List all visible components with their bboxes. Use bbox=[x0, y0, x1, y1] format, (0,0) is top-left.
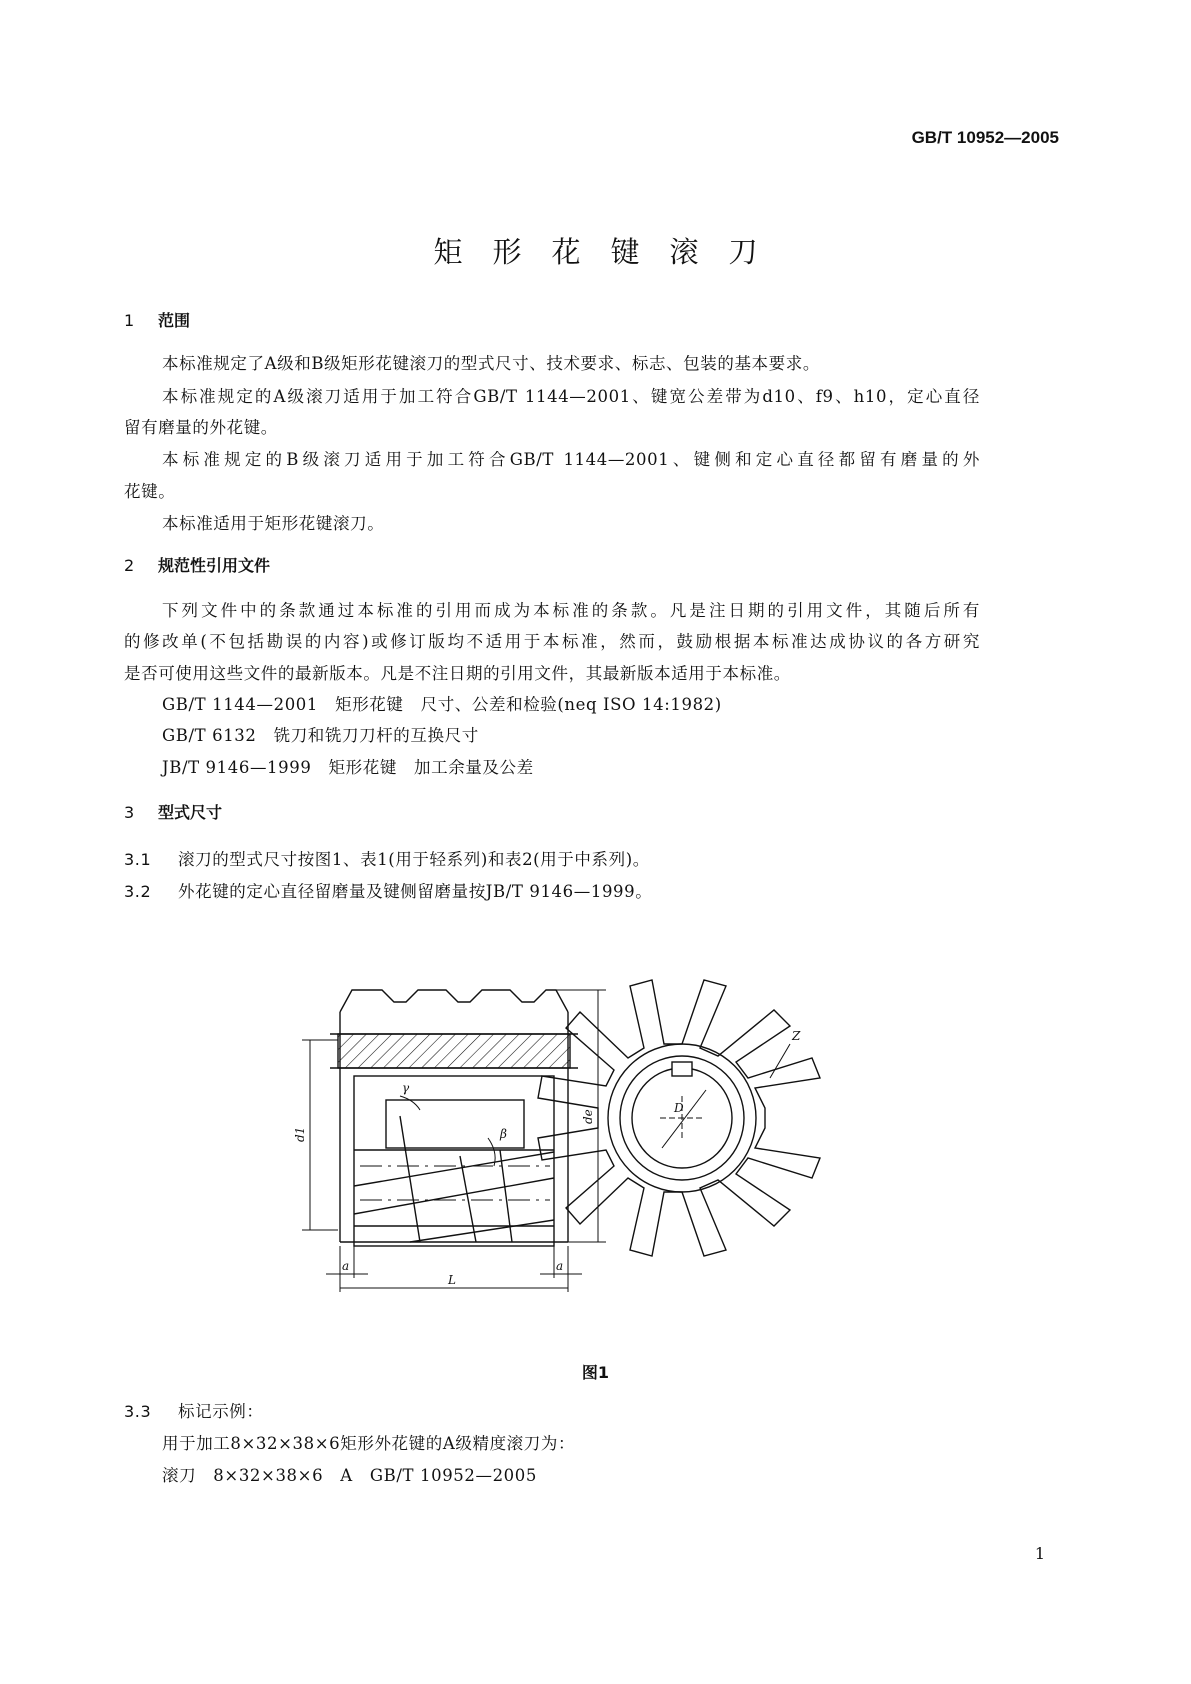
subsection-3-3-number: 3.3 bbox=[124, 1402, 152, 1421]
section-3-number: 3 bbox=[124, 803, 135, 822]
subsection-3-3 bbox=[124, 1398, 264, 1422]
L-label: L bbox=[448, 1273, 456, 1287]
d1-label: d1 bbox=[293, 1126, 307, 1142]
section-1-number: 1 bbox=[124, 311, 135, 330]
page-number: 1 bbox=[1034, 1544, 1045, 1563]
subsection-3-1-number: 3.1 bbox=[124, 850, 152, 869]
marking-example-line-2: 滚刀 8×32×38×6 A GB/T 10952—2005 bbox=[162, 1466, 537, 1485]
document-number: GB/T 10952—2005 bbox=[911, 128, 1059, 147]
subsection-3-1-text: 滚刀的型式尺寸按图1、表1(用于轻系列)和表2(用于中系列)。 bbox=[178, 850, 650, 869]
section-1-para-1: 本标准规定了A级和B级矩形花键滚刀的型式尺寸、技术要求、标志、包装的基本要求。 bbox=[162, 354, 820, 373]
reference-item: GB/T 6132 铣刀和铣刀刀杆的互换尺寸 bbox=[162, 726, 479, 745]
de-label: de bbox=[581, 1109, 595, 1124]
section-2-number: 2 bbox=[124, 556, 135, 575]
figure-1-caption: 图1 bbox=[581, 1363, 610, 1382]
marking-example-line-1: 用于加工8×32×38×6矩形外花键的A级精度滚刀为： bbox=[162, 1434, 576, 1453]
D-label: D bbox=[674, 1101, 684, 1115]
subsection-3-2-text: 外花键的定心直径留磨量及键侧留磨量按JB/T 9146—1999。 bbox=[178, 882, 653, 901]
section-1-title: 范围 bbox=[158, 311, 191, 330]
subsection-3-3-text: 标记示例： bbox=[178, 1402, 264, 1421]
section-2-title: 规范性引用文件 bbox=[158, 556, 271, 575]
Z-label: Z bbox=[792, 1029, 801, 1043]
a-left-label: a bbox=[342, 1259, 350, 1273]
reference-item: JB/T 9146—1999 矩形花键 加工余量及公差 bbox=[162, 758, 534, 777]
section-1-para-3-line-1: 本标准规定的B级滚刀适用于加工符合GB/T 1144—2001、键侧和定心直径都留有磨量的外 bbox=[162, 450, 980, 469]
gamma-label: γ bbox=[402, 1081, 410, 1095]
section-2-para-line-3: 是否可使用这些文件的最新版本。凡是不注日期的引用文件，其最新版本适用于本标准。 bbox=[124, 664, 791, 683]
section-1-para-3-line-2: 花键。 bbox=[124, 482, 176, 501]
section-1-para-4: 本标准适用于矩形花键滚刀。 bbox=[162, 514, 385, 533]
section-1-para-2-line-2: 留有磨量的外花键。 bbox=[124, 418, 278, 437]
section-2-para-line-1: 下列文件中的条款通过本标准的引用而成为本标准的条款。凡是注日期的引用文件，其随后所有 bbox=[162, 601, 980, 620]
section-3-title: 型式尺寸 bbox=[158, 803, 223, 822]
a-right-label: a bbox=[556, 1259, 564, 1273]
page-title: 矩形花键滚刀 bbox=[433, 235, 788, 269]
subsection-3-2-number: 3.2 bbox=[124, 882, 152, 901]
beta-label: β bbox=[500, 1127, 507, 1141]
section-2-para-line-2: 的修改单(不包括勘误的内容)或修订版均不适用于本标准，然而，鼓励根据本标准达成协议的各方研究 bbox=[124, 632, 980, 651]
side-view bbox=[302, 990, 606, 1292]
section-1-para-2-line-1: 本标准规定的A级滚刀适用于加工符合GB/T 1144—2001、键宽公差带为d10、f9、h10，定心直径 bbox=[162, 387, 980, 406]
reference-item: GB/T 1144—2001 矩形花键 尺寸、公差和检验(neq ISO 14:1982) bbox=[162, 695, 722, 714]
